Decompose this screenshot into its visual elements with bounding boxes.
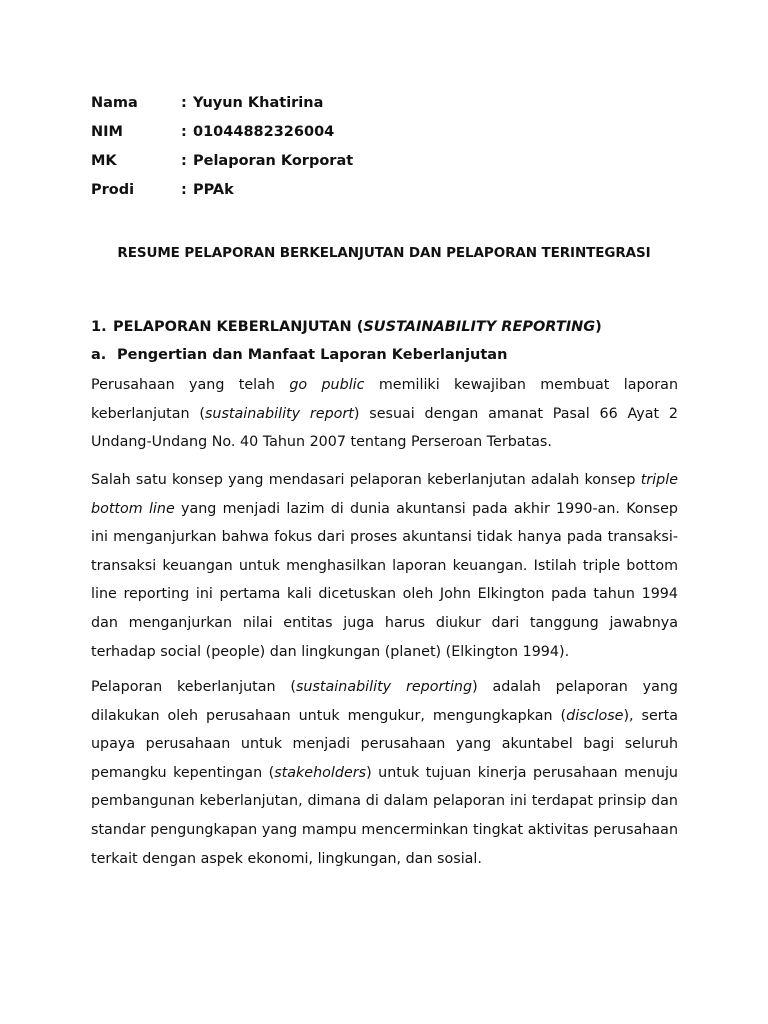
student-info-block xyxy=(91,92,353,208)
para2-italic-1: triple bottom line xyxy=(91,472,678,517)
section-1-title: PELAPORAN KEBERLANJUTAN ( xyxy=(113,319,364,335)
nim-value: 01044882326004 xyxy=(193,124,335,140)
mk-label: MK xyxy=(91,153,117,169)
para3-text-4: ) untuk tujuan kinerja perusahaan menuju pembangunan keberlanjutan, dimana di dalam pelaporan ini terdapat prinsip dan standar pengungkapan yang mampu mencerminkan tingkat aktivitas perusahaan terkait dengan aspek ekonomi, lingkungan, dan sosial. xyxy=(91,764,678,867)
nim-separator: : xyxy=(181,124,187,140)
prodi-value: PPAk xyxy=(193,182,234,198)
info-row-nim xyxy=(91,121,353,150)
mk-value: Pelaporan Korporat xyxy=(193,153,354,169)
subsection-a-title: Pengertian dan Manfaat Laporan Keberlanjutan xyxy=(117,347,508,363)
section-1-title-italic: SUSTAINABILITY REPORTING xyxy=(363,319,596,335)
document-title: RESUME PELAPORAN BERKELANJUTAN DAN PELAPORAN TERINTEGRASI xyxy=(117,245,651,261)
para3-text-1: Pelaporan keberlanjutan ( xyxy=(91,679,296,695)
prodi-label: Prodi xyxy=(91,182,135,198)
info-row-mk xyxy=(91,150,353,179)
paragraph-2 xyxy=(91,466,678,666)
para1-italic-1: go public xyxy=(289,377,365,393)
paragraph-1 xyxy=(91,371,678,457)
para3-italic-1: sustainability reporting xyxy=(295,679,473,695)
para1-text-2: memiliki kewajiban membuat laporan keberlanjutan ( xyxy=(91,377,679,422)
prodi-separator: : xyxy=(181,182,187,198)
nama-label: Nama xyxy=(91,95,138,111)
nama-value: Yuyun Khatirina xyxy=(193,95,324,111)
info-row-nama xyxy=(91,92,353,121)
para3-italic-2: disclose xyxy=(566,707,624,724)
nim-label: NIM xyxy=(91,124,123,140)
para3-italic-3: stakeholders xyxy=(274,764,367,781)
para3-text-2: ) adalah pelaporan yang dilakukan oleh perusahaan untuk mengukur, mengungkapkan ( xyxy=(91,679,678,724)
para3-text-3: ), serta upaya perusahaan untuk menjadi perusahaan yang akuntabel bagi seluruh pemangku kepentingan ( xyxy=(91,707,679,781)
paragraph-3 xyxy=(91,673,678,873)
nama-separator: : xyxy=(181,95,187,111)
para1-text-3: ) sesuai dengan amanat Pasal 66 Ayat 2 Undang-Undang No. 40 Tahun 2007 tentang Perseroan Terbatas. xyxy=(91,405,678,451)
para1-italic-2: sustainability report xyxy=(204,405,354,422)
para1-text-1: Perusahaan yang telah xyxy=(91,377,290,393)
section-1-title-close: ) xyxy=(595,319,602,335)
subsection-a-letter: a. xyxy=(91,347,107,363)
section-1-number: 1. xyxy=(91,319,107,335)
para2-text-2: yang menjadi lazim di dunia akuntansi pada akhir 1990-an. Konsep ini menganjurkan bahwa fokus dari proses akuntansi tidak hanya pada transaksi-transaksi keuangan untuk menghasilkan laporan keuangan. Istilah triple bottom line reporting ini pertama kali dicetuskan oleh John Elkington pada tahun 1994 dan menganjurkan nilai entitas juga harus diukur dari tanggung jawabnya terhadap social (people) dan lingkungan (planet) (Elkington 1994). xyxy=(91,500,678,660)
subsection-a-heading xyxy=(91,347,507,363)
mk-separator: : xyxy=(181,153,187,169)
para2-text-1: Salah satu konsep yang mendasari pelaporan keberlanjutan adalah konsep xyxy=(91,472,641,488)
info-row-prodi xyxy=(91,179,353,208)
section-1-heading xyxy=(91,319,602,335)
